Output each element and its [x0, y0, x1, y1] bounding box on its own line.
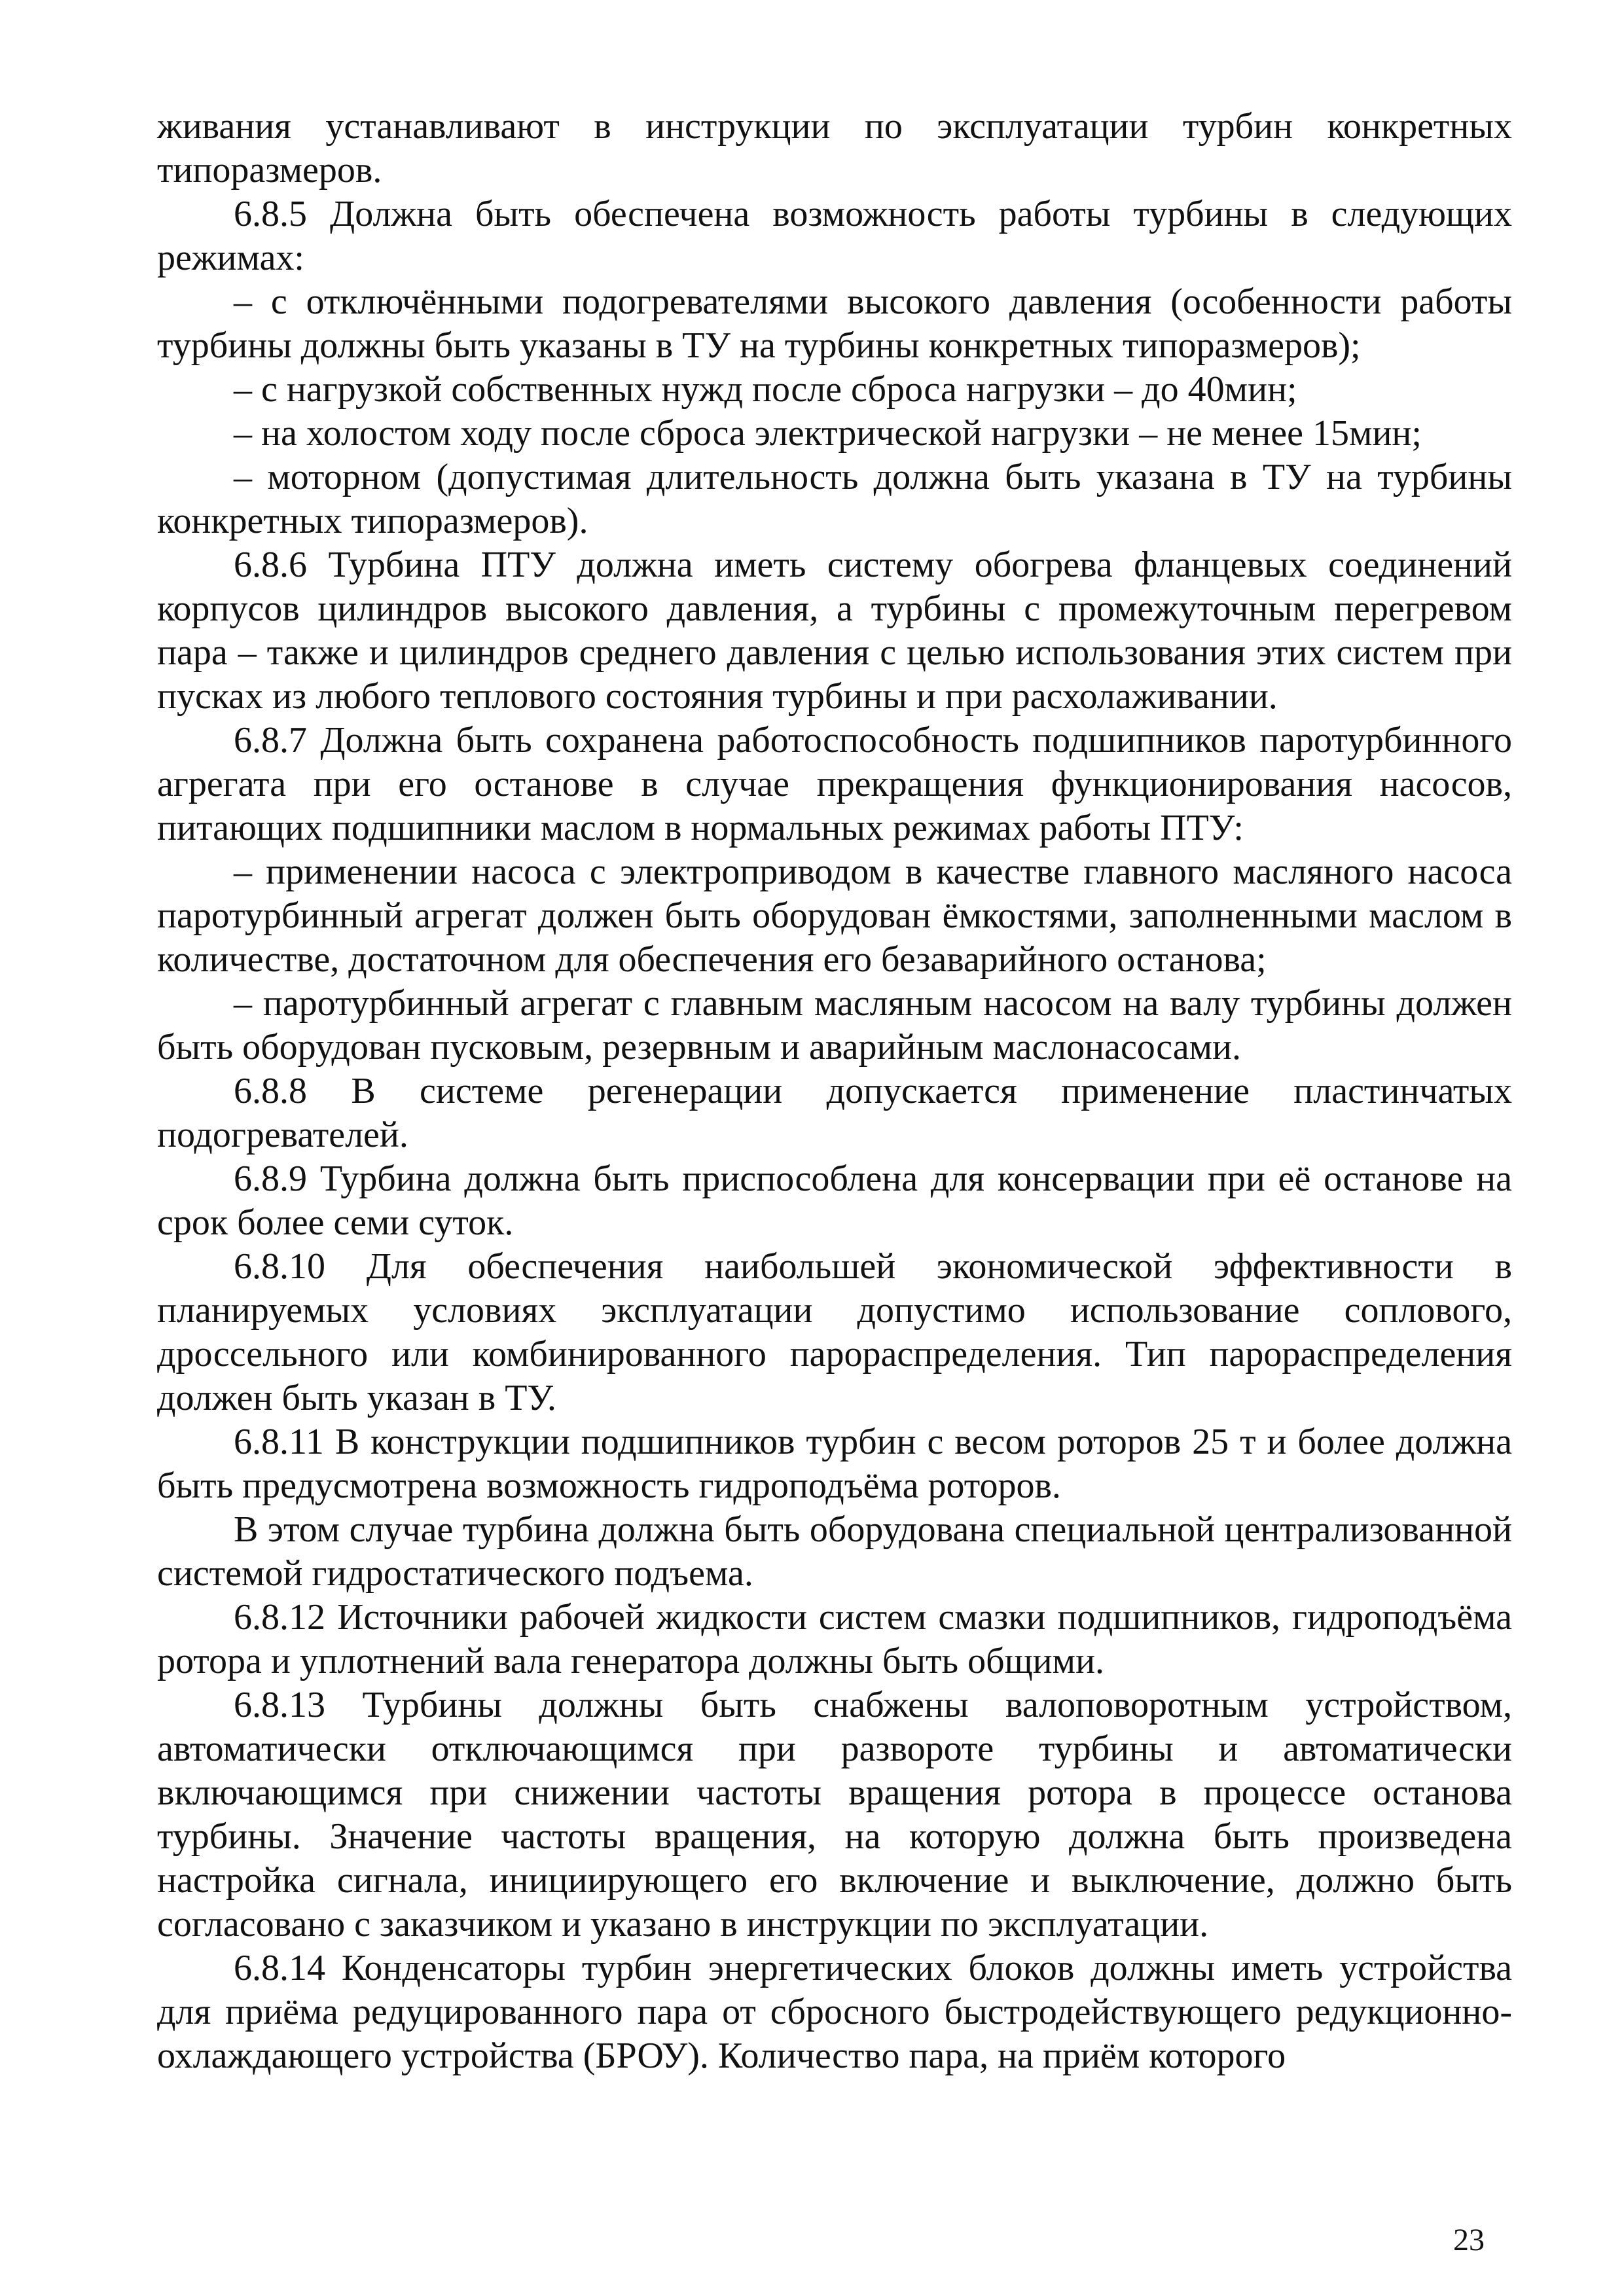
list-item: – моторном (допустимая длительность должна быть указана в ТУ на турбины конкретных типоразмеров). — [157, 457, 1512, 541]
paragraph-2: 6.8.5 Должна быть обеспечена возможность работы турбины в следующих режимах: — [157, 194, 1512, 278]
paragraph-688: 6.8.8 В системе регенерации допускается применение пластинчатых подогревателей. — [157, 1071, 1512, 1155]
paragraph-6813: 6.8.13 Турбины должны быть снабжены валоповоротным устройством, автоматически отключающимся при развороте турбины и автоматически включающимся при снижении частоты вращения ротора в процессе останова турбины. Значение частоты вращения, на которую должна быть произведена настройка сигнала, инициирующего его включение и выключение, должно быть согласовано с заказчиком и указано в инструкции по эксплуатации. — [157, 1685, 1512, 1945]
page-number: 23 — [1453, 2223, 1485, 2257]
list-item: – на холостом ходу после сброса электрической нагрузки – не менее 15мин; — [234, 413, 1422, 454]
paragraph-6814: 6.8.14 Конденсаторы турбин энергетических блоков должны иметь устройства для приёма редуцированного пара от сбросного быстродействующего редукционно-охлаждающего устройства (БРОУ). Количество пара, на приём которого — [157, 1948, 1512, 2076]
list-item: – с нагрузкой собственных нужд после сброса нагрузки – до 40мин; — [234, 369, 1297, 410]
list-item: – с отключёнными подогревателями высокого давления (особенности работы турбины должны быть указаны в ТУ на турбины конкретных типоразмеров); — [157, 281, 1512, 366]
paragraph-686: 6.8.6 Турбина ПТУ должна иметь систему обогрева фланцевых соединений корпусов цилиндров высокого давления, а турбины с промежуточным перегревом пара – также и цилиндров среднего давления с целью использования этих систем при пусках из любого теплового состояния турбины и при расхолаживании. — [157, 545, 1512, 717]
list-item: – паротурбинный агрегат с главным масляным насосом на валу турбины должен быть оборудован пусковым, резервным и аварийным маслонасосами. — [157, 983, 1512, 1067]
paragraph-6812: 6.8.12 Источники рабочей жидкости систем смазки подшипников, гидроподъёма ротора и уплотнений вала генератора должны быть общими. — [157, 1597, 1512, 1681]
paragraph-689: 6.8.9 Турбина должна быть приспособлена для консервации при её останове на срок более семи суток. — [157, 1158, 1512, 1243]
paragraph-1: живания устанавливают в инструкции по эксплуатации турбин конкретных типоразмеров. — [157, 106, 1512, 190]
document-body — [157, 105, 1512, 2078]
paragraph-6811: 6.8.11 В конструкции подшипников турбин с весом роторов 25 т и более должна быть предусмотрена возможность гидроподъёма роторов. — [157, 1422, 1512, 1506]
paragraph-687: 6.8.7 Должна быть сохранена работоспособность подшипников паротурбинного агрегата при его останове в случае прекращения функционирования насосов, питающих подшипники маслом в нормальных режимах работы ПТУ: — [157, 720, 1512, 848]
paragraph-6811-note: В этом случае турбина должна быть оборудована специальной централизованной системой гидростатического подъема. — [157, 1509, 1512, 1594]
list-item: – применении насоса с электроприводом в качестве главного масляного насоса паротурбинный агрегат должен быть оборудован ёмкостями, заполненными маслом в количестве, достаточном для обеспечения его безаварийного останова; — [157, 852, 1512, 980]
paragraph-6810: 6.8.10 Для обеспечения наибольшей экономической эффективности в планируемых условиях эксплуатации допустимо использование соплового, дроссельного или комбинированного парораспределения. Тип парораспределения должен быть указан в ТУ. — [157, 1246, 1512, 1418]
